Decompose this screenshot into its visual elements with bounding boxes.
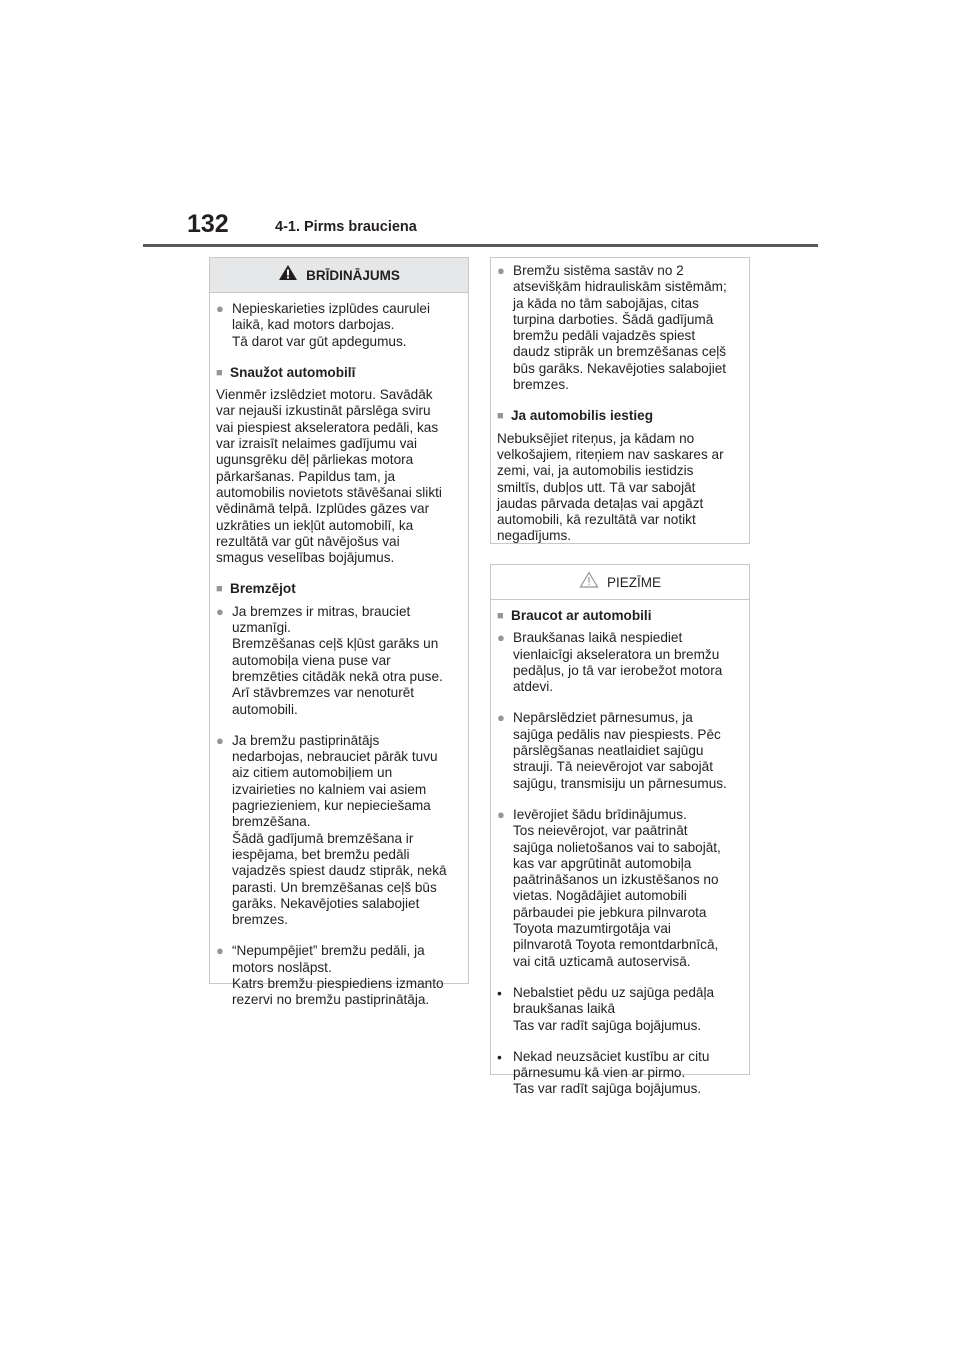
square-bullet-icon: ■ [497, 410, 504, 423]
notice-header [491, 565, 749, 600]
notice-item: ● Ievērojiet šādu brīdinājumus. Tos neievērojot, var paātrināt sajūga nolietošanos vai to sabojāt, kas var apgrūtināt automobiļa paātrināšanos un izkustēšanos no vietas. Nogādājiet automobili pārbaudei pie jebkura pilnvarota Toyota mazumtirgotāja vai pilnvarotā Toyota remontdarbnīcā, vai citā uzticamā autoservisā. [497, 806, 721, 969]
section-heading: ■ Bremzējot [216, 581, 296, 597]
bullet-circle-icon: ● [216, 732, 224, 748]
warning-item: ● Ja bremžu pastiprinātājs nedarbojas, nebrauciet pārāk tuvu aiz citiem automobiļiem un izvairieties no kalniem vai asiem pagriezieniem, kur nepieciešama bremzēšana. Šādā gadījumā bremzēšana ir iespējama, bet bremžu pedāli vajadzēs spiest daudz stiprāk, nekā parasti. Un bremzēšanas ceļš būs garāks. Nekavējoties salabojiet bremzes. [216, 732, 447, 928]
warning-header [210, 258, 468, 293]
warning-triangle-icon [278, 264, 298, 286]
notice-item: ● Nepārslēdziet pārnesumus, ja sajūga pedālis nav piespiests. Pēc pārslēgšanas neatlaidiet sajūgu strauji. Tā neievērojot var sabojāt sajūgu, transmisiju un pārnesumus. [497, 710, 727, 791]
notice-item: ● Braukšanas laikā nespiediet vienlaicīgi akseleratora un bremžu pedāļus, jo tā var ierobežot motora atdevi. [497, 630, 723, 695]
section-heading: ■ Ja automobilis iestieg [497, 408, 654, 424]
bullet-circle-icon: ● [216, 301, 224, 316]
square-bullet-icon: ■ [216, 583, 223, 596]
notice-box [490, 564, 750, 1097]
warning-item: ● Bremžu sistēma sastāv no 2 atsevišķām hidrauliskām sistēmām; ja kāda no tām sabojājas, citas turpina darboties. Šādā gadījumā bremžu pedāli vajadzēs spiest daudz stiprāk un bremzēšanas ceļš būs garāks. Nekavējoties salabojiet bremzes. [497, 263, 727, 393]
bullet-circle-icon: ● [497, 630, 505, 646]
bullet-dot-icon: • [497, 1048, 502, 1065]
notice-subitem: • Nebalstiet pēdu uz sajūga pedāļa braukšanas laikā Tas var radīt sajūga bojājumus. [497, 984, 715, 1033]
header-divider [143, 244, 818, 247]
warning-body [210, 293, 468, 1030]
warning-continued-body [491, 258, 749, 566]
bullet-circle-icon: ● [497, 263, 505, 278]
warning-box-continued [490, 257, 750, 544]
notice-title: PIEZĪME [606, 574, 661, 590]
notice-body [491, 600, 749, 1119]
bullet-circle-icon: ● [216, 943, 224, 959]
warning-item: ● “Nepumpējiet” bremžu pedāli, ja motors noslāpst. Katrs bremžu piespiediens izmanto rezervi no bremžu pastiprinātāja. [216, 943, 444, 1008]
section-heading: ■ Snaužot automobilī [216, 364, 356, 380]
bullet-circle-icon: ● [216, 603, 224, 619]
warning-item: ● Nepieskarieties izplūdes caurulei laikā, kad motors darbojas. Tā darot var gūt apdegumus. [216, 301, 430, 349]
warning-paragraph: Vienmēr izslēdziet motoru. Savādāk var nejauši izkustināt pārslēga sviru vai piespiest akseleratora pedāli, kas var izraisīt nelaimes gadījumu vai ugunsgrēku dēļ pārliekas motora pārkaršanas. Papildus tam, ja automobilis novietots stāvēšanai slikti vēdināmā telpā. Izplūdes gāzes var uzkrāties un iekļūt automobilī, ka rezultātā var gūt nāvējošus vai smagus veselības bojājumus. [216, 387, 442, 566]
square-bullet-icon: ■ [216, 366, 223, 379]
warning-box [209, 257, 469, 1008]
section-heading: ■ Braucot ar automobili [497, 608, 652, 623]
bullet-circle-icon: ● [497, 806, 505, 822]
bullet-dot-icon: • [497, 984, 502, 1001]
warning-paragraph: Nebuksējiet riteņus, ja kādam no velkošajiem, riteņiem nav saskares ar zemi, vai, ja automobilis iestidzis smiltīs, dubļos utt. Tā var sabojāt jaudas pārvada detaļas vai apgāzt automobili, kā rezultātā var notikt negadījums. [497, 430, 724, 544]
warning-item: ● Ja bremzes ir mitras, brauciet uzmanīgi. Bremzēšanas ceļš kļūst garāks un automobiļa viena puse var bremzēties citādāk nekā otra puse. Arī stāvbremzes var nenoturēt automobili. [216, 603, 443, 717]
bullet-circle-icon: ● [497, 710, 505, 726]
page-number: 132 [187, 210, 229, 238]
square-bullet-icon: ■ [497, 610, 504, 622]
notice-subitem: • Nekad neuzsāciet kustību ar citu pārnesumu kā vien ar pirmo. Tas var radīt sajūga bojājumus. [497, 1048, 710, 1097]
page-header [0, 0, 960, 250]
notice-triangle-icon [579, 571, 599, 593]
section-title: 4-1. Pirms brauciena [275, 219, 417, 235]
warning-title: BRĪDINĀJUMS [306, 267, 400, 283]
